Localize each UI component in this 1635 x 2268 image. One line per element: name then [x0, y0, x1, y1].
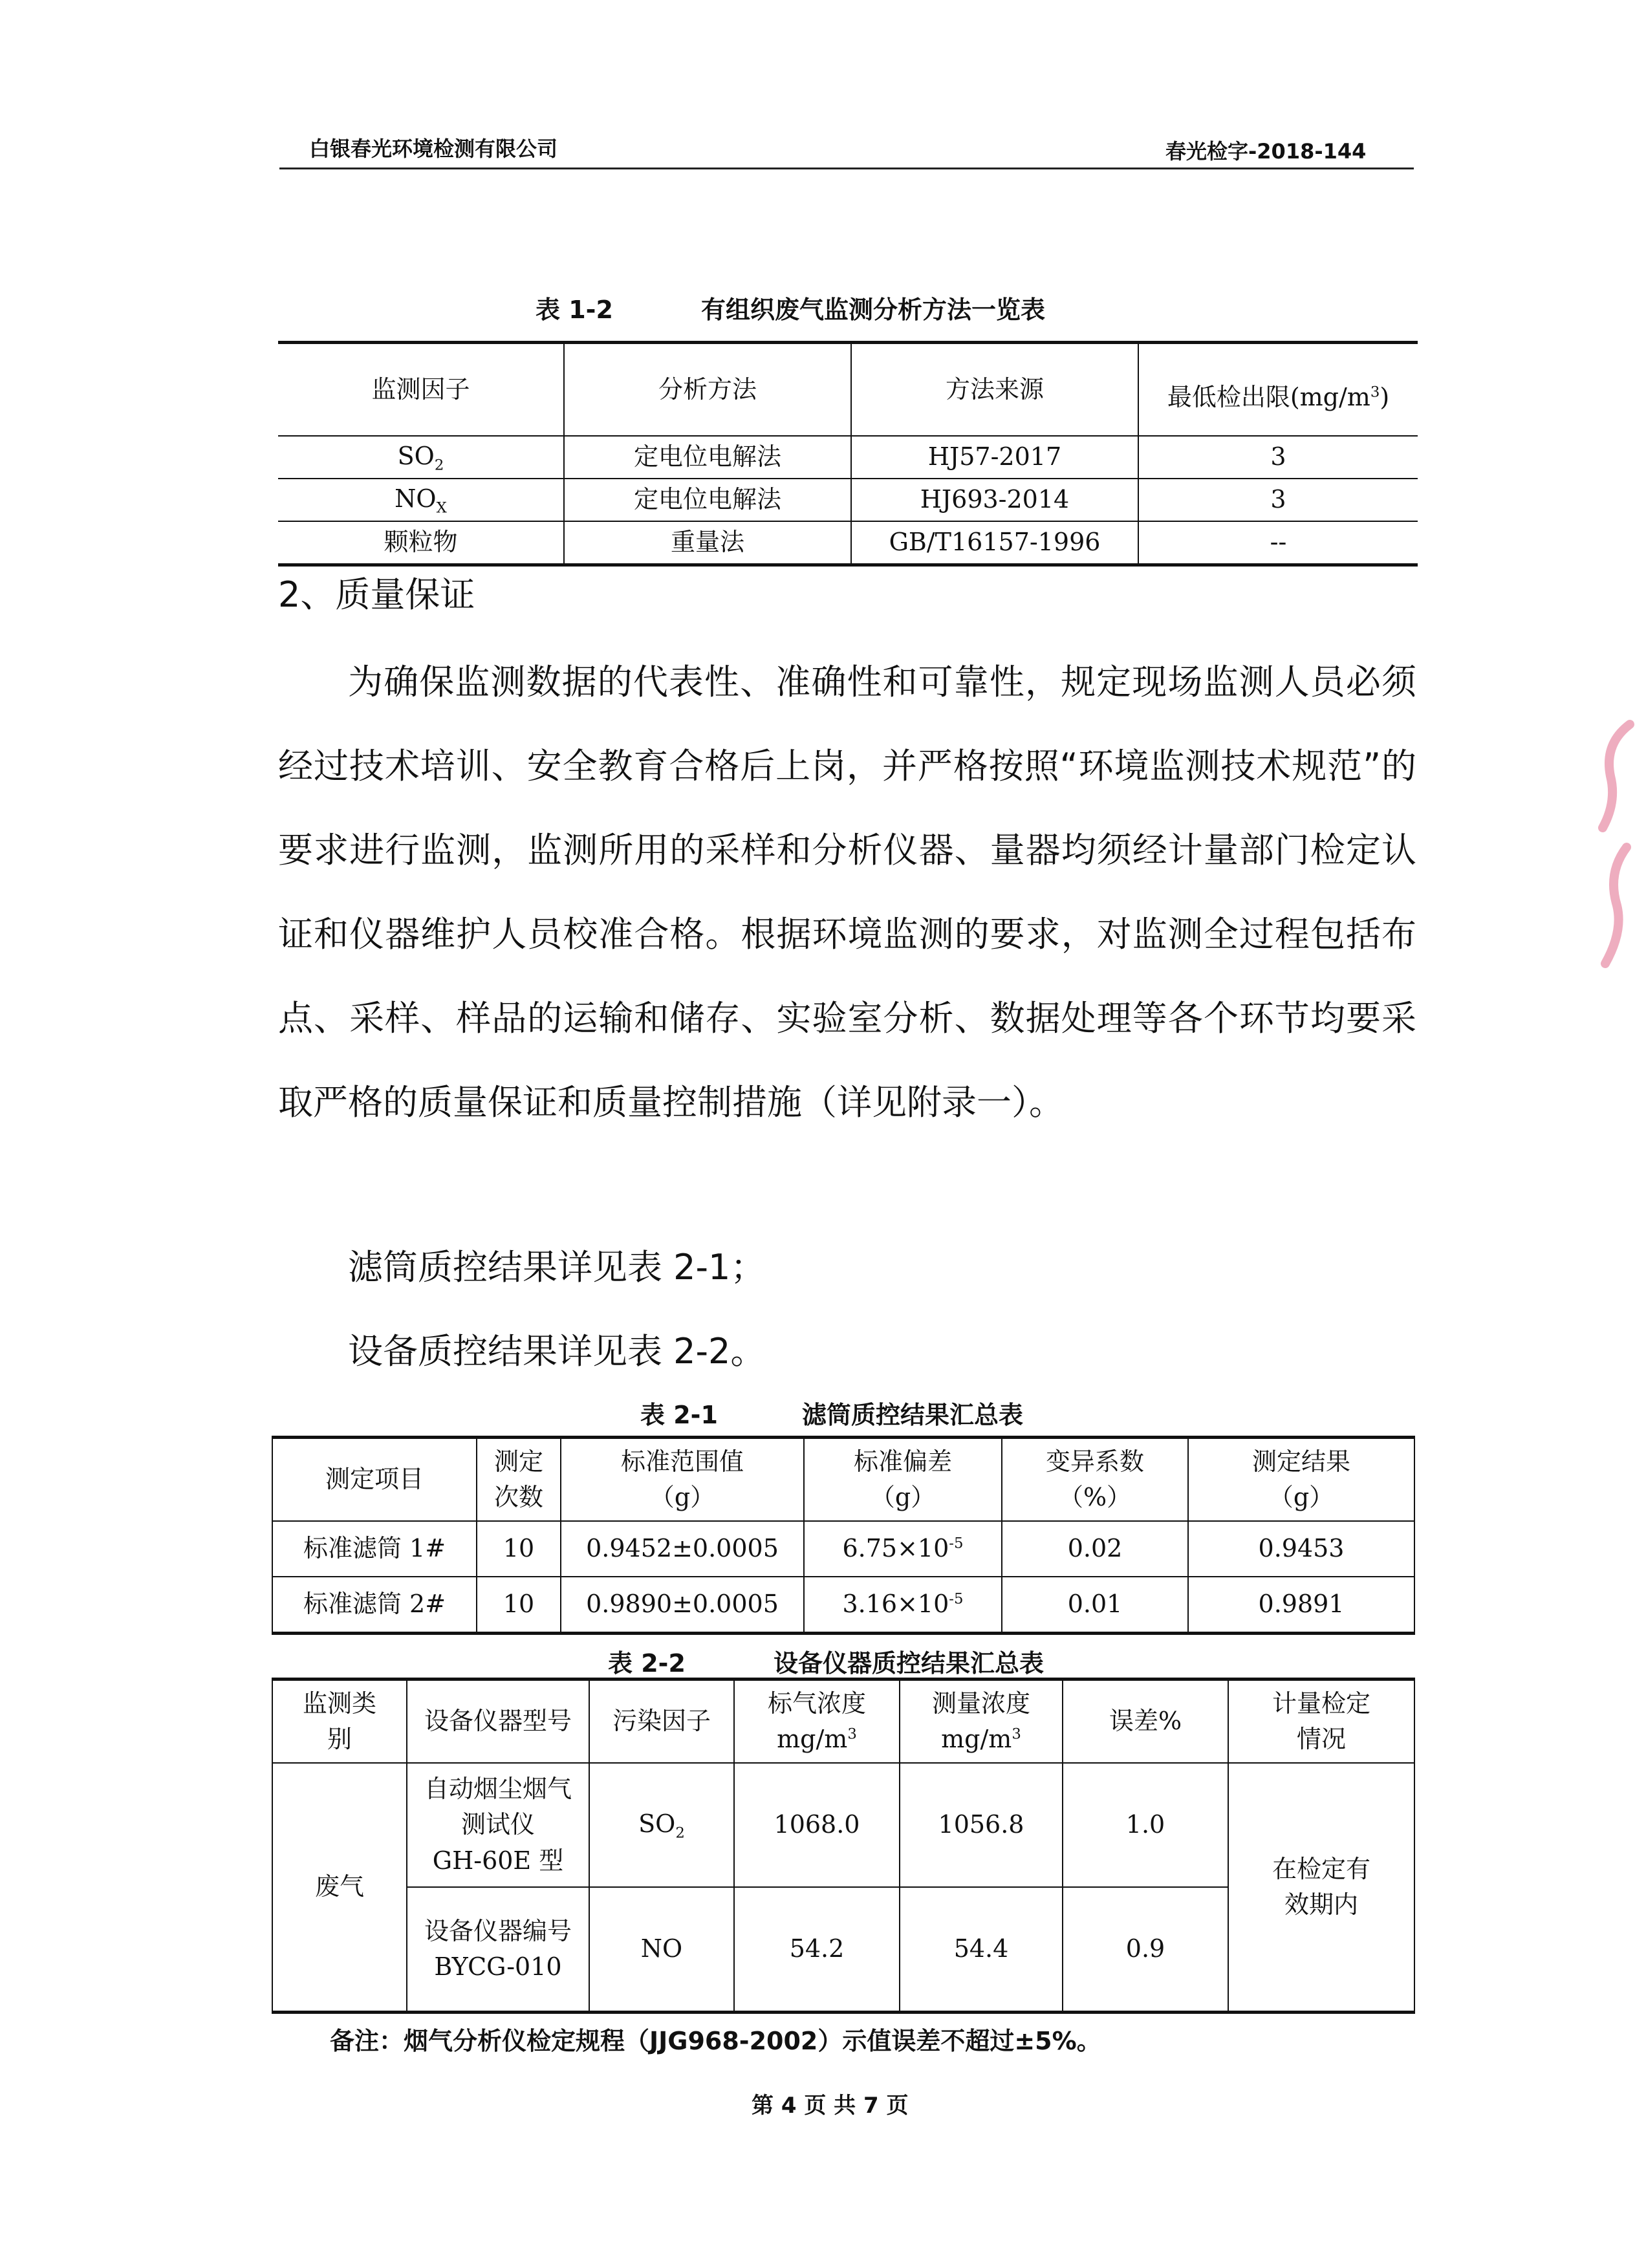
- table-row: [278, 479, 1418, 521]
- report-number: 春光检字-2018-144: [1165, 139, 1367, 164]
- header-deviation: 标准偏差 （g）: [804, 1438, 1002, 1522]
- cell-count: 10: [477, 1577, 561, 1634]
- header-calibration: 计量检定 情况: [1228, 1679, 1414, 1764]
- table-row: [278, 436, 1418, 479]
- table-note: [330, 2021, 1101, 2057]
- method-table: [278, 341, 1418, 567]
- cell-count: 10: [477, 1521, 561, 1577]
- header-source: 方法来源: [851, 343, 1138, 437]
- cell-cv: 0.01: [1002, 1577, 1188, 1634]
- table-row: [272, 1577, 1414, 1634]
- header-error: 误差%: [1063, 1679, 1228, 1764]
- page-number: 第 4 页 共 7 页: [752, 2093, 909, 2119]
- cell-item: 标准滤筒 1#: [272, 1521, 477, 1577]
- cell-item: 标准滤筒 2#: [272, 1577, 477, 1634]
- cell-deviation: $6.75\times 10^{-5}$: [804, 1521, 1002, 1577]
- cell-measured-conc: 54.4: [900, 1887, 1063, 2013]
- seal-fragment: [1591, 718, 1635, 989]
- table3-caption-number: 表 2-2: [608, 1649, 686, 1678]
- cell-factor: $NO_X$: [278, 479, 564, 521]
- cell-factor: $SO_2$: [589, 1763, 734, 1887]
- header-result: 测定结果 （g）: [1188, 1438, 1414, 1522]
- cell-factor: NO: [589, 1887, 734, 2013]
- table3-caption-title: 设备仪器质控结果汇总表: [774, 1649, 1045, 1678]
- header-count: 测定 次数: [477, 1438, 561, 1522]
- table-header-row: [272, 1679, 1414, 1764]
- header-measured-conc: 测量浓度 $mg/m^3$: [900, 1679, 1063, 1764]
- header-factor: 污染因子: [589, 1679, 734, 1764]
- cell-limit: 3: [1138, 436, 1418, 479]
- cell-result: 0.9453: [1188, 1521, 1414, 1577]
- table-header-row: [272, 1438, 1414, 1522]
- table-row: [272, 1763, 1414, 1887]
- note-text: 烟气分析仪检定规程（JJG968-2002）示值误差不超过±5%。: [404, 2027, 1101, 2055]
- header-cv: 变异系数 （%）: [1002, 1438, 1188, 1522]
- table2-caption-number: 表 2-1: [640, 1401, 718, 1429]
- header-standard-conc: 标气浓度 $mg/m^3$: [734, 1679, 900, 1764]
- company-name: 白银春光环境检测有限公司: [309, 136, 558, 161]
- body-paragraph: 为确保监测数据的代表性、准确性和可靠性，规定现场监测人员必须经过技术培训、安全教育合格后上岗，并严格按照“环境监测技术规范”的要求进行监测，监测所用的采样和分析仪器、量器均须经计量部门检定认证和仪器维护人员校准合格。根据环境监测的要求，对监测全过程包括布点、采样、样品的运输和储存、实验室分析、数据处理等各个环节均要采取严格的质量保证和质量控制措施（详见附录一）。: [278, 662, 1416, 1123]
- cell-category: 废气: [272, 1763, 407, 2013]
- note-label: 备注：: [330, 2027, 404, 2055]
- table-header-row: [278, 343, 1418, 437]
- header-range: 标准范围值 （g）: [561, 1438, 804, 1522]
- cell-limit: 3: [1138, 479, 1418, 521]
- cell-range: 0.9452±0.0005: [561, 1521, 804, 1577]
- cell-limit: --: [1138, 521, 1418, 565]
- cell-source: GB/T16157-1996: [851, 521, 1138, 565]
- cell-measured-conc: 1056.8: [900, 1763, 1063, 1887]
- cell-factor: $SO_2$: [278, 436, 564, 479]
- reference-line-equipment: 设备质控结果详见表 2-2。: [348, 1331, 766, 1372]
- cell-standard-conc: 54.2: [734, 1887, 900, 2013]
- cell-model: 设备仪器编号 BYCG-010: [407, 1887, 589, 2013]
- cell-result: 0.9891: [1188, 1577, 1414, 1634]
- cell-method: 重量法: [564, 521, 851, 565]
- cell-source: HJ693-2014: [851, 479, 1138, 521]
- table1-caption-number: 表 1-2: [536, 296, 613, 324]
- reference-line-filter: 滤筒质控结果详见表 2-1；: [348, 1247, 766, 1288]
- cell-model: 自动烟尘烟气 测试仪 GH-60E 型: [407, 1763, 589, 1887]
- cell-factor: 颗粒物: [278, 521, 564, 565]
- cell-range: 0.9890±0.0005: [561, 1577, 804, 1634]
- header-method: 分析方法: [564, 343, 851, 437]
- header-item: 测定项目: [272, 1438, 477, 1522]
- header-rule: [279, 167, 1414, 169]
- cell-error: 1.0: [1063, 1763, 1228, 1887]
- cell-calibration: 在检定有 效期内: [1228, 1763, 1414, 2013]
- equipment-qc-table: [272, 1678, 1415, 2014]
- header-model: 设备仪器型号: [407, 1679, 589, 1764]
- cell-method: 定电位电解法: [564, 436, 851, 479]
- cell-deviation: $3.16\times 10^{-5}$: [804, 1577, 1002, 1634]
- header-limit: 最低检出限$(mg/m^3)$: [1138, 343, 1418, 437]
- cell-method: 定电位电解法: [564, 479, 851, 521]
- table1-caption-title: 有组织废气监测分析方法一览表: [701, 296, 1046, 324]
- section-heading: 2、质量保证: [278, 574, 475, 615]
- header-factor: 监测因子: [278, 343, 564, 437]
- table-row: [272, 1521, 1414, 1577]
- cell-cv: 0.02: [1002, 1521, 1188, 1577]
- table2-caption-title: 滤筒质控结果汇总表: [802, 1401, 1024, 1429]
- header-category: 监测类 别: [272, 1679, 407, 1764]
- cell-standard-conc: 1068.0: [734, 1763, 900, 1887]
- filter-qc-table: [272, 1436, 1415, 1635]
- cell-error: 0.9: [1063, 1887, 1228, 2013]
- cell-source: HJ57-2017: [851, 436, 1138, 479]
